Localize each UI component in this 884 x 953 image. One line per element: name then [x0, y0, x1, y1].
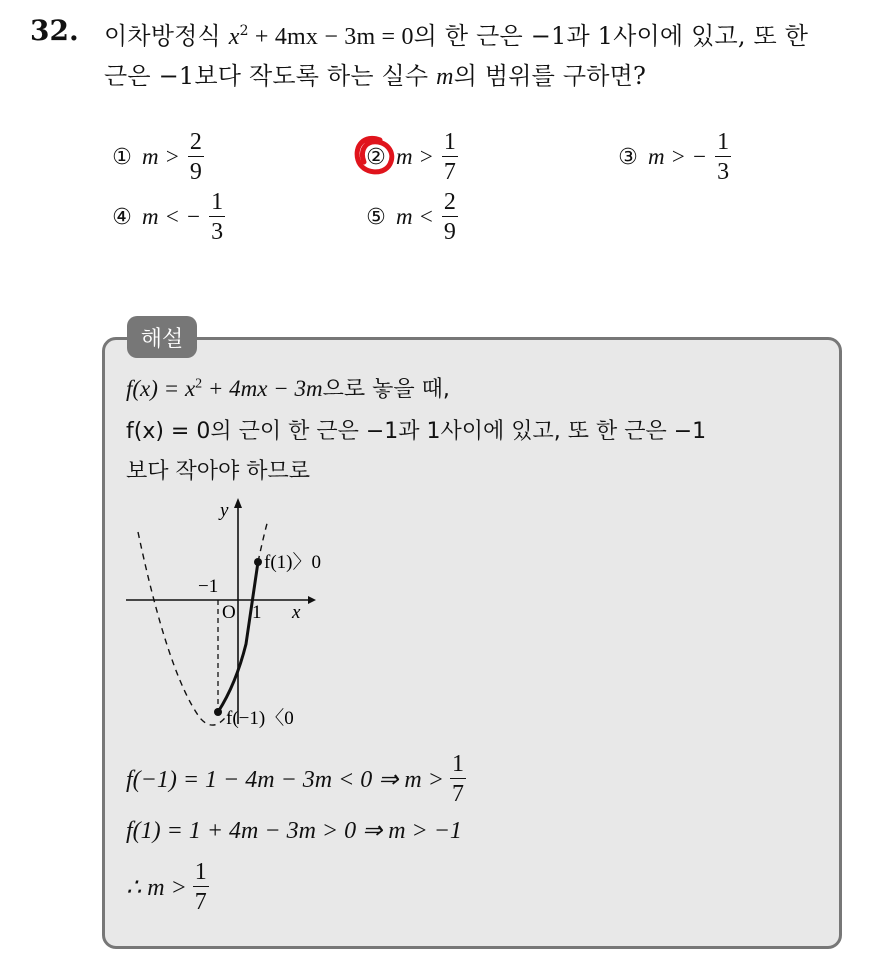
solution-eq-1: [126, 752, 466, 806]
solution-eq-2: f(1) = 1 + 4m − 3m > 0 ⇒ m > −1: [126, 818, 462, 844]
choice-2-fraction: [442, 130, 458, 184]
choice-3-fraction: [715, 130, 731, 184]
question-var-x: x: [228, 24, 240, 50]
choice-2-expr: m >: [396, 144, 434, 169]
solution-eq-3: [126, 860, 209, 914]
choice-5-fraction: [442, 190, 458, 244]
point-f-neg1: [214, 708, 222, 716]
question-line2-pre: 근은 −1보다 작도록 하는 실수: [104, 62, 437, 90]
question-text-post: 의 한 근은 −1과 1사이에 있고, 또 한: [413, 22, 809, 50]
question-var-m: m: [436, 64, 454, 90]
choice-5-den: 9: [443, 219, 456, 245]
question-line2-post: 의 범위를 구하면?: [453, 62, 647, 90]
choice-3[interactable]: [616, 130, 731, 184]
choice-5-expr: m <: [396, 204, 434, 229]
eq1-num: 1: [451, 751, 464, 777]
choice-1-expr: m >: [142, 144, 180, 169]
y-axis-arrow: [234, 498, 242, 508]
y-label: y: [220, 500, 229, 521]
solution-line1-post: 으로 놓을 때,: [322, 377, 450, 402]
solution-line-3: 보다 작아야 하므로: [126, 459, 311, 484]
choice-1-mark: ①: [112, 144, 132, 170]
solution-exponent: 2: [195, 376, 203, 392]
question-text-pre: 이차방정식: [104, 22, 229, 50]
choice-5-num: 2: [443, 189, 456, 215]
origin-label: O: [222, 602, 236, 623]
fneg1-label: f(−1)〈0: [226, 708, 294, 729]
choice-4[interactable]: [110, 190, 225, 244]
answer-circle-mark: [350, 132, 400, 180]
choice-3-num: 1: [717, 129, 730, 155]
one-label: 1: [252, 602, 262, 623]
choice-4-den: 3: [211, 219, 224, 245]
eq3-text: ∴ m >: [126, 874, 187, 901]
choice-4-expr: m < −: [142, 204, 202, 229]
choice-5[interactable]: [364, 190, 458, 244]
eq3-den: 7: [194, 889, 207, 915]
parabola-dashed-left: [138, 532, 228, 725]
point-f-1: [254, 558, 262, 566]
x-axis-arrow: [308, 596, 316, 604]
eq1-fraction: [450, 752, 466, 806]
solution-fx: f(x) = x: [126, 376, 196, 401]
eq3-fraction: [193, 860, 209, 914]
question-equation: + 4mx − 3m = 0: [248, 24, 414, 50]
question-exponent: 2: [239, 23, 249, 39]
neg1-label: −1: [198, 576, 219, 597]
choice-4-num: 1: [211, 189, 224, 215]
choice-4-fraction: [209, 190, 225, 244]
choice-5-mark: ⑤: [366, 204, 386, 230]
choice-1[interactable]: [110, 130, 204, 184]
choice-4-mark: ④: [112, 204, 132, 230]
choice-3-expr: m > −: [648, 144, 708, 169]
solution-line-2: f(x) = 0의 근이 한 근은 −1과 1사이에 있고, 또 한 근은 −1: [126, 419, 707, 444]
solution-fx-rest: + 4mx − 3m: [202, 376, 323, 401]
question-line-1: [104, 16, 808, 51]
choice-3-mark: ③: [618, 144, 638, 170]
solution-tag: 해설: [127, 316, 197, 358]
choice-1-fraction: [188, 130, 204, 184]
f1-label: f(1)〉0: [264, 552, 321, 573]
eq1-text: f(−1) = 1 − 4m − 3m < 0 ⇒ m >: [126, 766, 444, 793]
question-number: 32.: [30, 14, 79, 47]
eq1-den: 7: [451, 781, 464, 807]
choice-2-den: 7: [443, 159, 456, 185]
choice-2-num: 1: [443, 129, 456, 155]
choice-3-den: 3: [717, 159, 730, 185]
parabola-graph: [118, 494, 348, 744]
solution-line-1: [126, 372, 450, 403]
x-label: x: [292, 602, 301, 623]
choice-1-num: 2: [189, 129, 202, 155]
choice-1-den: 9: [189, 159, 202, 185]
eq3-num: 1: [194, 859, 207, 885]
question-line-2: [104, 56, 646, 91]
choice-2-mark: ②: [366, 144, 386, 170]
